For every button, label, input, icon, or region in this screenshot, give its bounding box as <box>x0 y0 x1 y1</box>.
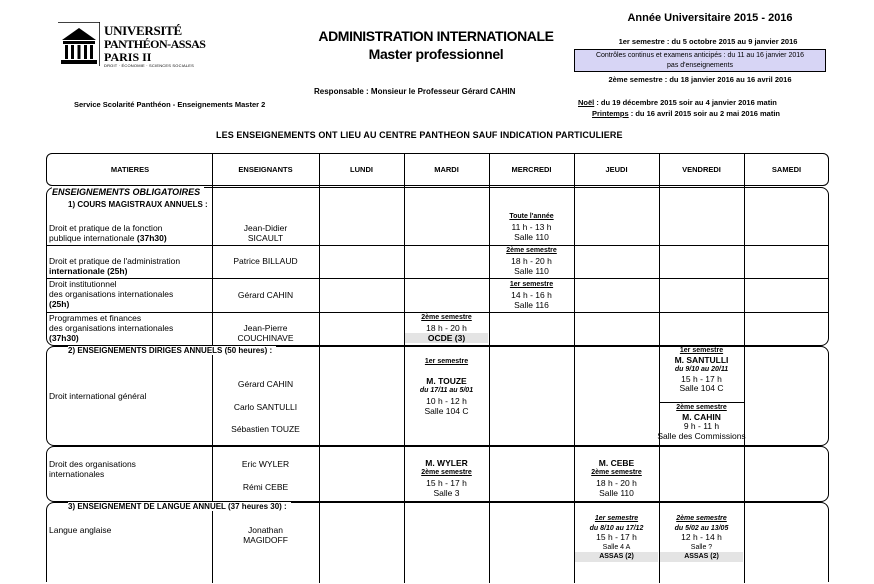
table-row-2-mercredi <box>489 246 574 276</box>
slot-period: 2ème semestre <box>676 404 727 411</box>
slot-room: Salle 110 <box>514 266 549 276</box>
table-row-3-enseignant: Gérard CAHIN <box>237 290 294 300</box>
slot-time: 12 h - 14 h <box>681 532 722 542</box>
exam-notice-line2: pas d'enseignements <box>667 62 733 69</box>
table-row-1-enseignant <box>212 223 319 243</box>
table-row-4-enseignant <box>212 323 319 343</box>
teacher-line: MAGIDOFF <box>243 535 288 545</box>
table-row-5-vendredi-2 <box>640 403 763 441</box>
slot-time: 18 h - 20 h <box>596 478 637 488</box>
slot-dates: du 5/02 au 13/05 <box>674 524 729 532</box>
matiere-line: internationales <box>49 469 105 479</box>
slot-room: Salle des Commissions <box>657 430 746 441</box>
table-row-6-matiere <box>49 459 212 479</box>
table-row-3-mercredi <box>489 280 574 310</box>
location-note: LES ENSEIGNEMENTS ONT LIEU AU CENTRE PANTHEON SAUF INDICATION PARTICULIERE <box>216 130 623 140</box>
slot-room: Salle 116 <box>514 300 549 310</box>
exam-notice-box <box>574 49 826 72</box>
table-row-3-matiere <box>49 279 212 309</box>
teacher-line: SICAULT <box>247 233 284 243</box>
column-header-jeudi: JEUDI <box>605 165 628 174</box>
slot-time: 18 h - 20 h <box>511 256 552 266</box>
table-row-6-teacher-2: Rémi CEBE <box>242 482 289 492</box>
table-row-2-matiere <box>49 256 212 276</box>
holiday-printemps-label: Printemps <box>592 109 629 118</box>
column-divider <box>319 153 320 583</box>
table-row-7-vendredi <box>659 514 744 562</box>
slot-room: OCDE (3) <box>405 333 488 343</box>
university-logo-emblem <box>58 22 100 66</box>
slot-time: 10 h - 12 h <box>426 396 467 406</box>
holiday-noel <box>578 98 777 107</box>
matiere-line: Droit institutionnel <box>49 279 117 289</box>
slot-period: 2ème semestre <box>421 314 472 321</box>
teacher-line: Jean-Didier <box>243 223 288 233</box>
column-header-mercredi: MERCREDI <box>511 165 552 174</box>
holiday-printemps <box>592 109 780 118</box>
slot-period: 1er semestre <box>594 515 639 522</box>
matiere-text: publique internationale <box>49 233 135 243</box>
section-title-obligatoires: ENSEIGNEMENTS OBLIGATOIRES <box>52 187 204 197</box>
university-name-line1: UNIVERSITÉ <box>104 23 182 38</box>
slot-time: 9 h - 11 h <box>683 421 720 431</box>
column-header-samedi: SAMEDI <box>771 165 802 174</box>
matiere-line: (37h30) <box>49 333 79 343</box>
matiere-line: Droit et pratique de l'administration <box>49 256 181 266</box>
column-header-vendredi: VENDREDI <box>682 165 721 174</box>
table-row-5-teacher-2: Carlo SANTULLI <box>233 402 298 412</box>
table-row-6-mardi <box>404 458 489 498</box>
slot-time: 18 h - 20 h <box>426 323 467 333</box>
semester2-dates: 2ème semestre : du 18 janvier 2016 au 16 avril 2016 <box>608 75 792 84</box>
table-row-7-matiere: Langue anglaise <box>49 525 112 535</box>
slot-room: Salle 104 C <box>424 406 469 416</box>
holiday-noel-label: Noël <box>578 98 595 107</box>
column-divider <box>212 153 213 583</box>
slot-time: 15 h - 17 h <box>426 478 467 488</box>
table-row-7-jeudi <box>574 514 659 562</box>
slot-teacher: M. TOUZE <box>426 376 467 386</box>
slot-period: 2ème semestre <box>676 515 727 522</box>
slot-room: Salle 110 <box>599 488 634 498</box>
document-subtitle: Master professionnel <box>368 46 504 62</box>
university-name-line2: PANTHÉON-ASSAS <box>104 37 206 51</box>
slot-room: Salle 3 <box>433 488 460 498</box>
slot-teacher: M. CAHIN <box>682 411 721 422</box>
table-row-1-mercredi <box>489 212 574 242</box>
slot-time: 15 h - 17 h <box>596 532 637 542</box>
teacher-line: Jonathan <box>248 525 283 535</box>
matiere-line: internationale (25h) <box>49 266 128 276</box>
matiere-line: Droit et pratique de la fonction <box>49 223 163 233</box>
matiere-line: Droit des organisations <box>49 459 136 469</box>
slot-teacher: M. WYLER <box>425 458 468 468</box>
slot-room: Salle 110 <box>514 232 549 242</box>
matiere-line: (25h) <box>49 299 70 309</box>
slot-teacher: M. SANTULLI <box>674 354 729 365</box>
slot-time: 11 h - 13 h <box>511 222 552 232</box>
university-tagline: DROIT · ÉCONOMIE · SCIENCES SOCIALES <box>104 63 195 68</box>
slot-dates: du 8/10 au 17/12 <box>589 524 644 532</box>
slot-period: 1er semestre <box>509 281 554 288</box>
column-header-lundi: LUNDI <box>350 165 373 174</box>
column-header-enseignants: ENSEIGNANTS <box>238 165 293 174</box>
slot-dates: du 17/11 au 5/01 <box>419 387 474 394</box>
column-header-mardi: MARDI <box>434 165 459 174</box>
teacher-line: Jean-Pierre <box>243 323 288 333</box>
slot-period: 1er semestre <box>424 358 469 365</box>
table-row-4-matiere <box>49 313 212 343</box>
matiere-line <box>49 233 212 243</box>
row-divider <box>46 245 829 246</box>
semester1-dates: 1er semestre : du 5 octobre 2015 au 9 janvier 2016 <box>618 37 798 46</box>
section-title-diriges: 2) ENSEIGNEMENTS DIRIGES ANNUELS (50 heures) : <box>68 346 276 355</box>
slot-room: Salle ? <box>690 543 713 551</box>
slot-teacher: M. CEBE <box>598 458 635 468</box>
matiere-line: des organisations internationales <box>49 289 174 299</box>
table-row-5-teacher-3: Sébastien TOUZE <box>231 424 300 434</box>
table-row-6-jeudi <box>574 458 659 498</box>
table-row-5-mardi <box>404 357 489 416</box>
slot-site: ASSAS (2) <box>575 552 658 562</box>
table-row-7-enseignant <box>212 525 319 545</box>
holiday-printemps-dates: : du 16 avril 2015 soir au 2 mai 2016 matin <box>628 109 781 118</box>
table-row-5-vendredi-1 <box>659 346 744 394</box>
table-row-2-enseignant: Patrice BILLAUD <box>233 256 298 266</box>
matiere-line: des organisations internationales <box>49 323 174 333</box>
teacher-line: COUCHINAVE <box>237 333 294 343</box>
column-header-matieres: MATIERES <box>110 165 150 174</box>
exam-notice-line1: Contrôles continus et examens anticipés : du 11 au 16 janvier 2016 <box>595 52 805 59</box>
holiday-noel-dates: : du 19 décembre 2015 soir au 4 janvier 2016 matin <box>594 98 777 107</box>
section-title-langue: 3) ENSEIGNEMENT DE LANGUE ANNUEL (37 heures 30) : <box>68 502 291 511</box>
university-name-line3: PARIS II <box>104 50 152 64</box>
matiere-line: Programmes et finances <box>49 313 142 323</box>
matiere-hours: (37h30) <box>134 233 167 243</box>
table-row-5-matiere: Droit international général <box>49 391 147 401</box>
slot-room: Salle 4 A <box>602 543 631 551</box>
slot-period: 1er semestre <box>679 347 724 354</box>
table-row-1-matiere <box>49 223 212 243</box>
document-title: ADMINISTRATION INTERNATIONALE <box>318 28 554 44</box>
slot-site: ASSAS (2) <box>660 552 743 562</box>
academic-year: Année Universitaire 2015 - 2016 <box>627 12 793 24</box>
slot-period: 2ème semestre <box>421 469 472 476</box>
program-responsible: Responsable : Monsieur le Professeur Gérard CAHIN <box>314 87 516 96</box>
slot-period: Toute l'année <box>509 213 554 220</box>
service-name: Service Scolarité Panthéon - Enseignements Master 2 <box>74 100 266 109</box>
slot-period: 2ème semestre <box>506 247 557 254</box>
column-divider <box>744 153 745 583</box>
table-row-6-teacher-1: Eric WYLER <box>241 459 290 469</box>
table-row-4-mardi <box>404 313 489 343</box>
slot-time: 14 h - 16 h <box>511 290 552 300</box>
section-title-cours-magistraux: 1) COURS MAGISTRAUX ANNUELS : <box>68 200 212 209</box>
slot-dates: du 9/10 au 20/11 <box>674 366 729 373</box>
table-row-5-teacher-1: Gérard CAHIN <box>237 379 294 389</box>
slot-room: Salle 104 C <box>679 383 724 393</box>
slot-period: 2ème semestre <box>591 469 642 476</box>
slot-time: 15 h - 17 h <box>681 373 722 384</box>
